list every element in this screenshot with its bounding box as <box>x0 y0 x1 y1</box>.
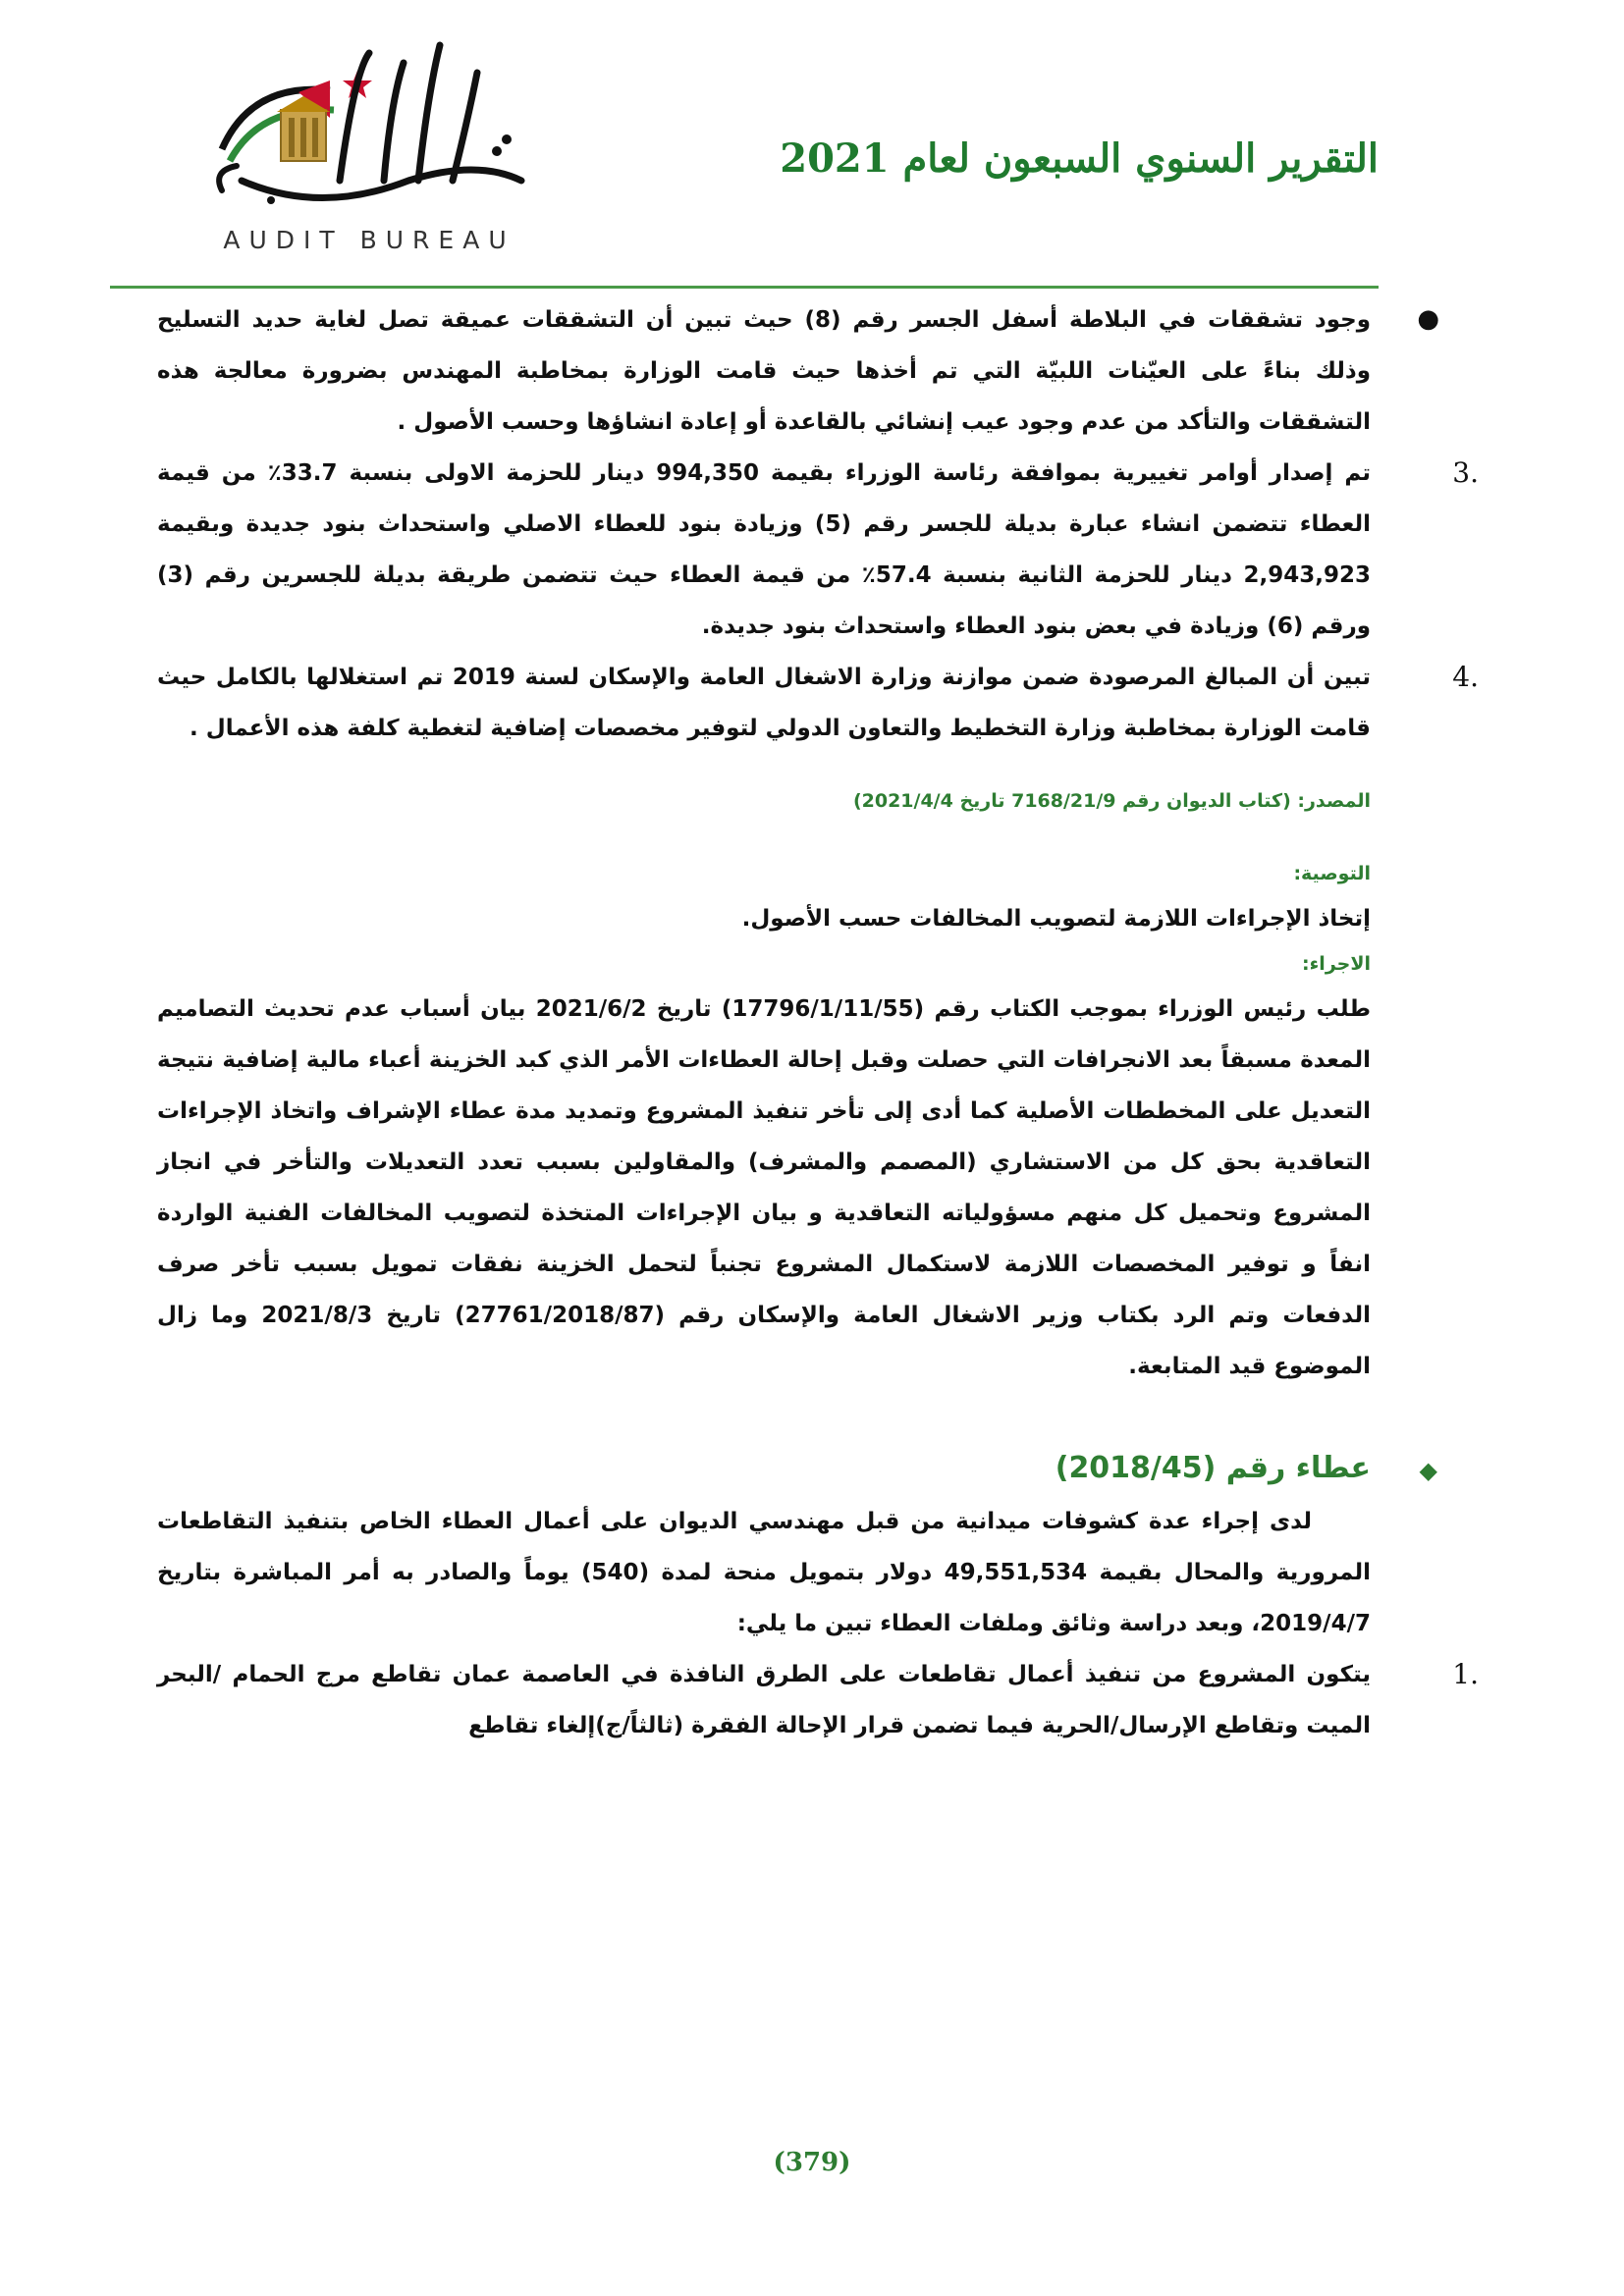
page-number: (379) <box>773 2148 851 2177</box>
action-label: الاجراء: <box>1302 953 1371 975</box>
section-intro: لدى إجراء عدة كشوفات ميدانية من قبل مهندسي الديوان على أعمال العطاء الخاص بتنفيذ التقاطعات المرورية والمحال بقيمة 49,551,534 دولار بتمويل منحة لمدة (540) يوماً والصادر به أمر المباشرة بتاريخ 2019/4/7، وبعد دراسة وثائق وملفات العطاء تبين ما يلي: <box>157 1509 1371 1636</box>
bullet-item <box>157 294 1487 448</box>
numbered-item-3 <box>157 448 1479 652</box>
audit-bureau-emblem-icon <box>183 33 556 230</box>
report-title: التقرير السنوي السبعون لعام 2021 <box>780 135 1379 182</box>
numbered-item-text: تبين أن المبالغ المرصودة ضمن موازنة وزارة الاشغال العامة والإسكان لسنة 2019 تم استغلالها بالكامل حيث قامت الوزارة بمخاطبة وزارة التخطيط والتعاون الدولي لتوفير مخصصات إضافية لتغطية كلفة هذه الأعمال . <box>157 665 1372 741</box>
page-content <box>157 294 1479 1751</box>
numbered-item-text: تم إصدار أوامر تغييرية بموافقة رئاسة الوزراء بقيمة 994,350 دينار للحزمة الاولى بنسبة 33.7٪ من قيمة العطاء تتضمن انشاء عبارة بديلة للجسر رقم (5) وزيادة بنود للعطاء الاصلي واستحداث بنود جديدة وبقيمة 2,943,923 دينار للحزمة الثانية بنسبة 57.4٪ من قيمة العطاء حيث تتضمن طريقة بديلة للجسرين رقم (3) ورقم (6) وزيادة في بعض بنود العطاء واستحداث بنود جديدة. <box>157 460 1372 639</box>
header-divider <box>110 286 1379 289</box>
source-note: المصدر: (كتاب الديوان رقم 7168/21/9 تاريخ 2021/4/4) <box>852 790 1371 812</box>
recommendation-text: إتخاذ الإجراءات اللازمة لتصويب المخالفات حسب الأصول. <box>741 906 1371 932</box>
action-text: طلب رئيس الوزراء بموجب الكتاب رقم (17796/1/11/55) تاريخ 2021/6/2 بيان أسباب عدم تحديث التصاميم المعدة مسبقاً بعد الانجرافات التي حصلت وقبل إحالة العطاءات الأمر الذي كبد الخزينة أعباء مالية إضافية نتيجة التعديل على المخططات الأصلية كما أدى إلى تأخر تنفيذ المشروع وتمديد مدة عطاء الإشراف واتخاذ الإجراءات التعاقدية بحق كل من الاستشاري (المصمم والمشرف) والمقاولين بسبب تعدد التعديلات والتأخر في انجاز المشروع وتحميل كل منهم مسؤولياته التعاقدية و بيان الإجراءات المتخذة لتصويب المخالفات الفنية الواردة انفاً و توفير المخصصات اللازمة لاستكمال المشروع تجنباً لتحمل الخزينة نفقات تمويل بسبب تأخر صرف الدفعات وتم الرد بكتاب وزير الاشغال العامة والإسكان رقم (27761/2018/87) تاريخ 2021/8/3 وما زال الموضوع قيد المتابعة. <box>157 996 1371 1379</box>
page-header <box>0 0 1624 285</box>
bullet-item-text: وجود تشققات في البلاطة أسفل الجسر رقم (8) حيث تبين أن التشققات عميقة تصل لغاية حديد التسليح وذلك بناءً على العيّنات اللبيّة التي تم أخذها حيث قامت الوزارة بمخاطبة المهندس بضرورة معالجة هذه التشققات والتأكد من عدم وجود عيب إنشائي بالقاعدة أو إعادة انشاؤها وحسب الأصول . <box>157 307 1371 435</box>
item-number: 4. <box>1452 661 1479 693</box>
section-item-1 <box>157 1649 1479 1751</box>
section-item-text: يتكون المشروع من تنفيذ أعمال تقاطعات على الطرق النافذة في العاصمة عمان تقاطع مرج الحمام /البحر الميت وتقاطع الإرسال/الحرية فيما تضمن قرار الإحالة الفقرة (ثالثاً/ج)إلغاء تقاطع <box>157 1662 1371 1738</box>
item-number: 1. <box>1452 1658 1479 1690</box>
recommendation-label: التوصية: <box>1293 863 1371 884</box>
diamond-bullet-icon: ◆ <box>1419 1457 1437 1484</box>
audit-bureau-logo <box>183 33 556 259</box>
section-heading-text: عطاء رقم (2018/45) <box>1055 1451 1371 1485</box>
item-number: 3. <box>1452 456 1479 489</box>
logo-caption: AUDIT BUREAU <box>223 226 515 254</box>
bullet-dot-icon: ● <box>1417 304 1439 334</box>
numbered-item-4 <box>157 652 1479 754</box>
section-heading <box>157 1441 1489 1496</box>
